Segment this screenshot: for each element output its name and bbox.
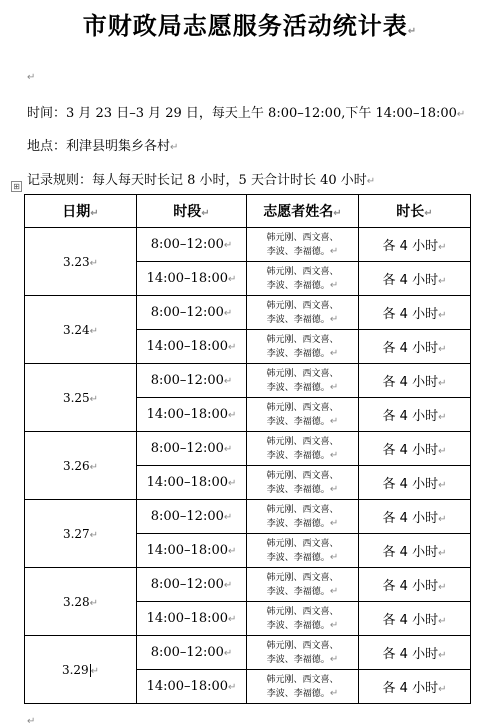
- names-line-2: 李波、李福德。: [266, 586, 330, 597]
- names-line-1: 韩元刚、西文喜、: [266, 402, 339, 413]
- paragraph-mark-icon: ↵: [456, 109, 466, 120]
- volunteer-names-cell[interactable]: [247, 364, 359, 398]
- paragraph-mark-icon: ↵: [438, 412, 447, 423]
- names-line-2: 李波、李福德。: [266, 518, 330, 529]
- duration-cell[interactable]: [359, 602, 471, 636]
- names-line-1: 韩元刚、西文喜、: [266, 436, 339, 447]
- paragraph-mark-icon: ↵: [438, 242, 447, 253]
- names-line-2: 李波、李福德。: [266, 382, 330, 393]
- paragraph-mark-icon: ↵: [228, 546, 237, 557]
- document-title: [0, 6, 500, 41]
- paragraph-mark-icon: ↵: [438, 446, 447, 457]
- date-cell[interactable]: [25, 636, 137, 704]
- paragraph-mark-icon: ↵: [438, 548, 447, 559]
- time-slot-cell[interactable]: [137, 262, 247, 296]
- names-line-1: 韩元刚、西文喜、: [266, 572, 339, 583]
- time-slot-text: 14:00–18:00: [146, 339, 229, 354]
- paragraph-mark-icon: ↵: [329, 687, 339, 699]
- paragraph-mark-icon: ↵: [228, 410, 237, 421]
- time-slot-text: 8:00–12:00: [150, 305, 224, 320]
- date-text: 3.26: [62, 458, 90, 473]
- table-move-handle-icon[interactable]: ⊞: [11, 181, 22, 192]
- time-slot-text: 8:00–12:00: [150, 645, 224, 660]
- time-slot-text: 14:00–18:00: [146, 543, 229, 558]
- date-cell[interactable]: [25, 296, 137, 364]
- paragraph-mark-icon: ↵: [329, 551, 339, 563]
- time-slot-cell[interactable]: [137, 364, 247, 398]
- time-slot-text: 8:00–12:00: [150, 237, 224, 252]
- paragraph-mark-icon: ↵: [89, 393, 99, 405]
- time-slot-text: 8:00–12:00: [150, 509, 224, 524]
- volunteer-stats-table: [24, 194, 471, 704]
- names-line-2: 李波、李福德。: [266, 654, 330, 665]
- duration-text: 各 4 小时: [382, 239, 439, 254]
- names-line-1: 韩元刚、西文喜、: [266, 674, 339, 685]
- date-cell[interactable]: [25, 500, 137, 568]
- table-row: [25, 296, 471, 330]
- names-line-2: 李波、李福德。: [266, 348, 330, 359]
- duration-text: 各 4 小时: [382, 613, 439, 628]
- paragraph-mark-icon: ↵: [424, 208, 433, 219]
- volunteer-names-cell[interactable]: [247, 670, 359, 704]
- names-line-2: 李波、李福德。: [266, 246, 330, 257]
- paragraph-mark-icon: ↵: [438, 276, 447, 287]
- names-line-1: 韩元刚、西文喜、: [266, 470, 339, 481]
- paragraph-mark-icon: ↵: [223, 648, 233, 659]
- paragraph-mark-icon: ↵: [329, 313, 339, 325]
- duration-text: 各 4 小时: [382, 341, 439, 356]
- duration-text: 各 4 小时: [382, 443, 439, 458]
- time-slot-text: 8:00–12:00: [150, 373, 224, 388]
- names-line-1: 韩元刚、西文喜、: [266, 300, 339, 311]
- rule-text: 记录规则：每人每天时长记 8 小时，5 天合计时长 40 小时: [27, 173, 367, 188]
- paragraph-mark-icon: ↵: [228, 478, 237, 489]
- time-slot-cell[interactable]: [137, 296, 247, 330]
- paragraph-mark-icon: ↵: [438, 684, 447, 695]
- duration-text: 各 4 小时: [382, 545, 439, 560]
- header-duration[interactable]: 时长↵: [359, 195, 471, 228]
- paragraph-mark-icon: ↵: [90, 208, 99, 219]
- names-line-2: 李波、李福德。: [266, 314, 330, 325]
- paragraph-mark-icon: ↵: [223, 444, 233, 455]
- duration-text: 各 4 小时: [382, 409, 439, 424]
- paragraph-mark-icon: ↵: [90, 665, 100, 677]
- names-line-1: 韩元刚、西文喜、: [266, 368, 339, 379]
- duration-cell[interactable]: [359, 670, 471, 704]
- date-cell[interactable]: [25, 228, 137, 296]
- paragraph-mark-icon: ↵: [329, 619, 339, 631]
- table-header-row: [25, 195, 471, 228]
- table-body: [25, 228, 471, 704]
- volunteer-names-cell[interactable]: [247, 228, 359, 262]
- paragraph-mark-icon: ↵: [329, 245, 339, 257]
- paragraph-mark-icon: ↵: [223, 512, 233, 523]
- time-slot-cell[interactable]: [137, 534, 247, 568]
- time-slot-text: 14:00–18:00: [146, 475, 229, 490]
- paragraph-mark-icon: ↵: [228, 274, 237, 285]
- date-text: 3.24: [62, 322, 90, 337]
- date-text: 3.28: [62, 594, 90, 609]
- paragraph-mark-icon: ↵: [329, 449, 339, 461]
- date-text: 3.27: [62, 526, 90, 541]
- volunteer-names-cell[interactable]: [247, 432, 359, 466]
- names-line-1: 韩元刚、西文喜、: [266, 640, 339, 651]
- volunteer-names-cell[interactable]: [247, 296, 359, 330]
- names-line-2: 李波、李福德。: [266, 450, 330, 461]
- paragraph-mark-icon: ↵: [89, 529, 99, 541]
- document-title-text: 市财政局志愿服务活动统计表: [82, 12, 408, 40]
- header-date[interactable]: 日期↵: [25, 195, 137, 228]
- duration-cell[interactable]: [359, 432, 471, 466]
- volunteer-names-cell[interactable]: [247, 534, 359, 568]
- names-line-1: 韩元刚、西文喜、: [266, 538, 339, 549]
- paragraph-mark-icon: ↵: [329, 483, 339, 495]
- paragraph-mark-icon: ↵: [27, 72, 36, 83]
- time-slot-cell[interactable]: [137, 330, 247, 364]
- time-slot-cell[interactable]: [137, 670, 247, 704]
- paragraph-mark-icon: ↵: [329, 653, 339, 665]
- paragraph-mark-icon: ↵: [89, 597, 99, 609]
- duration-cell[interactable]: [359, 364, 471, 398]
- paragraph-mark-icon: ↵: [438, 514, 447, 525]
- paragraph-mark-icon: ↵: [329, 415, 339, 427]
- table-row: [25, 228, 471, 262]
- paragraph-mark-icon: ↵: [228, 614, 237, 625]
- paragraph-mark-icon: ↵: [438, 480, 447, 491]
- volunteer-names-cell[interactable]: [247, 262, 359, 296]
- volunteer-names-cell[interactable]: [247, 568, 359, 602]
- volunteer-names-cell[interactable]: [247, 500, 359, 534]
- date-cell[interactable]: [25, 364, 137, 432]
- names-line-2: 李波、李福德。: [266, 416, 330, 427]
- volunteer-names-cell[interactable]: [247, 602, 359, 636]
- paragraph-mark-icon: ↵: [438, 616, 447, 627]
- paragraph-mark-icon: ↵: [89, 461, 99, 473]
- table-row: [25, 500, 471, 534]
- names-line-2: 李波、李福德。: [266, 552, 330, 563]
- paragraph-mark-icon: ↵: [438, 344, 447, 355]
- date-cell[interactable]: [25, 568, 137, 636]
- paragraph-mark-icon: ↵: [407, 26, 418, 37]
- time-slot-text: 14:00–18:00: [146, 679, 229, 694]
- date-text: 3.23: [62, 254, 90, 269]
- time-slot-cell[interactable]: [137, 636, 247, 670]
- paragraph-mark-icon: ↵: [223, 580, 233, 591]
- names-line-1: 韩元刚、西文喜、: [266, 606, 339, 617]
- paragraph-mark-icon: ↵: [329, 279, 339, 291]
- place-text: 地点：利津县明集乡各村: [27, 139, 171, 154]
- time-slot-cell[interactable]: [137, 602, 247, 636]
- time-slot-cell[interactable]: [137, 568, 247, 602]
- volunteer-names-cell[interactable]: [247, 398, 359, 432]
- volunteer-names-cell[interactable]: [247, 330, 359, 364]
- duration-text: 各 4 小时: [382, 307, 439, 322]
- duration-cell[interactable]: [359, 228, 471, 262]
- paragraph-mark-icon: ↵: [89, 257, 99, 269]
- volunteer-names-cell[interactable]: [247, 636, 359, 670]
- time-slot-text: 14:00–18:00: [146, 611, 229, 626]
- place-paragraph[interactable]: [27, 135, 178, 154]
- paragraph-mark-icon: ↵: [438, 378, 447, 389]
- paragraph-mark-icon: ↵: [223, 308, 233, 319]
- duration-text: 各 4 小时: [382, 647, 439, 662]
- names-line-2: 李波、李福德。: [266, 484, 330, 495]
- paragraph-mark-icon: ↵: [228, 342, 237, 353]
- duration-cell[interactable]: [359, 534, 471, 568]
- time-slot-text: 8:00–12:00: [150, 577, 224, 592]
- paragraph-mark-icon: ↵: [228, 682, 237, 693]
- paragraph-mark-icon: ↵: [329, 517, 339, 529]
- time-slot-text: 14:00–18:00: [146, 271, 229, 286]
- paragraph-mark-icon: ↵: [438, 650, 447, 661]
- time-slot-cell[interactable]: [137, 398, 247, 432]
- date-cell[interactable]: [25, 432, 137, 500]
- duration-cell[interactable]: [359, 500, 471, 534]
- date-text: 3.29: [61, 662, 89, 677]
- paragraph-mark-icon: ↵: [438, 582, 447, 593]
- empty-paragraph[interactable]: [27, 65, 35, 84]
- time-slot-text: 8:00–12:00: [150, 441, 224, 456]
- paragraph-mark-icon: ↵: [329, 381, 339, 393]
- header-volunteer-names[interactable]: 志愿者姓名↵: [247, 195, 359, 228]
- duration-cell[interactable]: [359, 636, 471, 670]
- rule-paragraph[interactable]: [27, 169, 375, 188]
- paragraph-mark-icon: ↵: [366, 176, 376, 187]
- names-line-1: 韩元刚、西文喜、: [266, 504, 339, 515]
- names-line-1: 韩元刚、西文喜、: [266, 266, 339, 277]
- duration-cell[interactable]: [359, 398, 471, 432]
- names-line-2: 李波、李福德。: [266, 688, 330, 699]
- header-time-slot[interactable]: 时段↵: [137, 195, 247, 228]
- volunteer-names-cell[interactable]: [247, 466, 359, 500]
- time-text: 时间：3 月 23 日–3 月 29 日，每天上午 8:00–12:00,下午 14:00–18:00: [27, 106, 457, 121]
- duration-text: 各 4 小时: [382, 511, 439, 526]
- table-row: [25, 432, 471, 466]
- time-slot-cell[interactable]: [137, 228, 247, 262]
- duration-text: 各 4 小时: [382, 681, 439, 696]
- table-row: [25, 364, 471, 398]
- duration-cell[interactable]: [359, 296, 471, 330]
- table-row: [25, 636, 471, 670]
- time-paragraph[interactable]: [27, 102, 465, 121]
- paragraph-mark-icon: ↵: [223, 376, 233, 387]
- duration-text: 各 4 小时: [382, 477, 439, 492]
- duration-text: 各 4 小时: [382, 579, 439, 594]
- paragraph-mark-icon: ↵: [438, 310, 447, 321]
- names-line-2: 李波、李福德。: [266, 620, 330, 631]
- duration-cell[interactable]: [359, 568, 471, 602]
- duration-cell[interactable]: [359, 330, 471, 364]
- table-row: [25, 568, 471, 602]
- paragraph-mark-icon: ↵: [223, 240, 233, 251]
- names-line-1: 韩元刚、西文喜、: [266, 232, 339, 243]
- time-slot-cell[interactable]: [137, 500, 247, 534]
- paragraph-mark-icon: ↵: [201, 208, 210, 219]
- names-line-2: 李波、李福德。: [266, 280, 330, 291]
- time-slot-text: 14:00–18:00: [146, 407, 229, 422]
- time-slot-cell[interactable]: [137, 432, 247, 466]
- paragraph-mark-icon: ↵: [333, 208, 342, 219]
- duration-text: 各 4 小时: [382, 375, 439, 390]
- names-line-1: 韩元刚、西文喜、: [266, 334, 339, 345]
- date-text: 3.25: [62, 390, 90, 405]
- duration-cell[interactable]: [359, 466, 471, 500]
- duration-text: 各 4 小时: [382, 273, 439, 288]
- paragraph-mark-icon: ↵: [329, 585, 339, 597]
- paragraph-mark-icon: ↵: [27, 716, 36, 727]
- paragraph-mark-icon: ↵: [170, 142, 179, 153]
- time-slot-cell[interactable]: [137, 466, 247, 500]
- paragraph-mark-icon: ↵: [329, 347, 339, 359]
- paragraph-mark-icon: ↵: [89, 325, 99, 337]
- duration-cell[interactable]: [359, 262, 471, 296]
